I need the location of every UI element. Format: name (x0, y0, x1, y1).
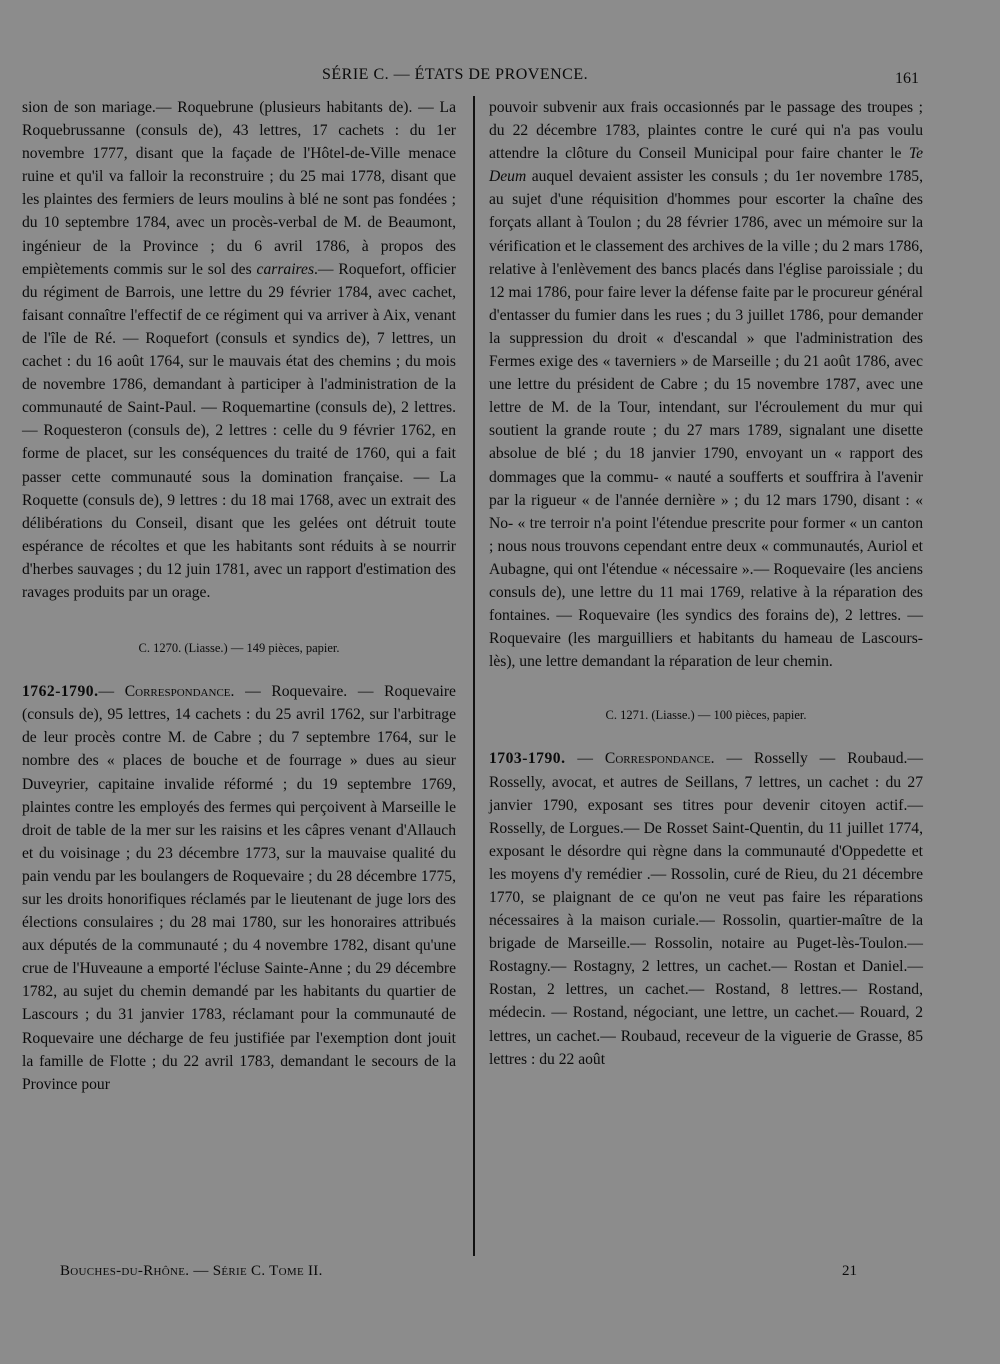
continuation-italic: carraires (256, 260, 315, 278)
page-footer (0, 1263, 1000, 1285)
archive-reference: C. 1270. (Liasse.) — 149 pièces, papier. (138, 641, 340, 656)
right-column (489, 96, 923, 1071)
continuation-italic: Te Deum (489, 145, 923, 186)
continuation-paragraph (489, 96, 923, 673)
entry-date: 1762-1790. (22, 683, 99, 701)
running-title: SÉRIE C. — ÉTATS DE PROVENCE. (322, 66, 589, 83)
entry-type: Correspondance (604, 750, 711, 768)
continuation-text-end: auquel devaient assister les consuls ; du 1er novembre 1785, au sujet d'une réquisition d'hommes pour escorter la chaîne des forçats allant à Toulon ; du 28 février 1786, avec un mémoire sur la vérification et le classement des archives de la ville ; du 2 mars 1786, relative à l'enlèvement des bancs placés dans l'église paroissiale ; du 12 mai 1786, pour faire lever la défense faite par le procureur général d'entasser du fumier dans les rues ; du 3 juillet 1786, pour demander la suppression du droit « d'escandal » que l'administration des Fermes exige des « taverniers » de Marseille ; du 21 août 1786, avec une lettre du président de Cabre ; du 15 novembre 1787, avec une lettre de M. de la Tour, intendant, sur l'écroulement du mur qui soutient la grande route ; du 27 mars 1789, signalant une disette absolue de blé ; du 18 janvier 1790, envoyant un « rapport des dommages que la commu- « nauté a soufferts et souffrira à l'avenir par la rigueur « de l'année dernière » ; du 12 mars 1790, disant : « No- « tre terroir n'a point l'étendue prescrite pour former « un canton ; nous nous trouvons cependant entre deux « communautés, Auriol et Aubagne, qui ont l'étendue « nécessaire ».— Roquevaire (les anciens consuls de), une lettre du 11 mai 1769, relative à la réparation des fontaines. — Roquevaire (les syndics des forains de), 2 lettres. — Roquevaire (les marguilliers et habitants du hameau de Lascours-lès), une lettre demandant la réparation de leur chemin. (489, 168, 923, 671)
entry-date: 1703-1790. (489, 750, 566, 768)
column-divider (473, 96, 475, 1256)
entry-dash: — (98, 683, 125, 701)
footer-volume: Bouches-du-Rhône. — Série C. Tome II. (60, 1263, 323, 1279)
left-column (22, 96, 456, 1096)
continuation-text: sion de son mariage.— Roquebrune (plusieurs habitants de). — La Roquebrussanne (consuls de), 43 lettres, 17 cachets : du 1er novembre 1777, disant que la façade de l'Hôtel-de-Ville menace ruine et qu'il va falloir la reconstruire ; du 25 mai 1778, disant que les plaintes des fermiers de leurs moulins à blé ne sont pas fondées ; du 10 septembre 1784, avec un procès-verbal de M. de Beaumont, ingénieur de la Province ; du 6 avril 1786, à propos des empiètements commis sur le sol des (22, 99, 456, 278)
entry-text: . — Roquevaire. — Roquevaire (consuls de), 95 lettres, 14 cachets : du 25 avril 1762, sur l'arbitrage de leur procès contre M. de Cabre ; du 7 septembre 1764, sur le nombre des « places de bouche et de fourrage » dues au sieur Duveyrier, capitaine invalide réformé ; du 19 septembre 1769, plaintes contre les employés des fermes qui perçoivent à Marseille le droit de table de la mer sur les raisins et les câpres venant d'Allauch et du voisinage ; du 23 décembre 1773, sur la mauvaise qualité du pain vendu par les boulangers de Roquevaire ; du 28 décembre 1775, sur les droits honorifiques réclamés par le lieutenant de juge lors des élections consulaires ; du 28 mai 1780, sur les honoraires attribués aux députés de la communauté ; du 4 novembre 1782, disant qu'une crue de l'Huveaune a emporté l'écluse Sainte-Anne ; du 29 décembre 1782, au sujet du chemin demandé par les habitants du quartier de Lascours ; du 31 janvier 1783, réclamant pour la communauté de Roquevaire une décharge de feu justifiée par l'exemption dont jouit la famille de Flotte ; du 22 avril 1783, demandant le secours de la Province pour (22, 683, 456, 1093)
page-header (0, 66, 1000, 88)
entry-text: . — Rosselly — Roubaud.— Rosselly, avocat, et autres de Seillans, 7 lettres, un cachet : du 27 janvier 1790, exposant ses titres pour devenir citoyen actif.— Rosselly, de Lorgues.— De Rosset Saint-Quentin, du 11 juillet 1774, exposant le désordre qui règne dans la communauté d'Oppedette et les moyens d'y remédier .— Rossolin, curé de Rieu, du 21 décembre 1770, se plaignant de ce qu'on ne veut pas faire les réparations nécessaires à la maison curiale.— Rossolin, quartier-maître de la brigade de Marseille.— Rossolin, notaire au Puget-lès-Toulon.— Rostagny.— Rostagny, 2 lettres, un cachet.— Rostan et Daniel.— Rostan, 2 lettres, un cachet.— Rostand, 8 lettres.— Rostand, médecin. — Rostand, négociant, une lettre, un cachet.— Rouard, 2 lettres, un cachet.— Roubaud, receveur de la viguerie de Grasse, 85 lettres : du 22 août (489, 750, 923, 1068)
page-number: 161 (895, 70, 919, 87)
continuation-text: pouvoir subvenir aux frais occasionnés par le passage des troupes ; du 22 décembre 1783, plaintes contre le curé qui n'a pas voulu attendre la clôture du Conseil Municipal pour faire chanter le (489, 99, 923, 163)
archive-reference: C. 1271. (Liasse.) — 100 pièces, papier. (605, 708, 807, 723)
inventory-entry (489, 747, 923, 1070)
entry-type: Correspondance (124, 683, 231, 701)
footer-signature: 21 (842, 1263, 857, 1279)
inventory-entry (22, 680, 456, 1096)
continuation-paragraph (22, 96, 456, 604)
entry-dash: — (565, 750, 605, 768)
continuation-text-end: .— Roquefort, officier du régiment de Barrois, une lettre du 29 février 1784, avec cachet, faisant connaître l'effectif de ce régiment qui va arriver à Aix, venant de l'île de Ré. — Roquefort (consuls et syndics de), 7 lettres, un cachet : du 16 août 1764, sur le mauvais état des chemins ; du mois de novembre 1786, demandant à participer à l'administration de la communauté de Saint-Paul. — Roquemartine (consuls de), 2 lettres. — Roquesteron (consuls de), 2 lettres : celle du 9 février 1762, en forme de placet, sur les conséquences du traité de 1760, qui a fait passer cette communauté sous la domination française. — La Roquette (consuls de), 9 lettres : du 18 mai 1768, avec un extrait des délibérations du Conseil, disant que les gelées ont détruit toute espérance de récoltes et que les habitants sont réduits à se nourrir d'herbes sauvages ; du 12 juin 1781, avec un rapport d'estimation des ravages produits par un orage. (22, 260, 456, 601)
